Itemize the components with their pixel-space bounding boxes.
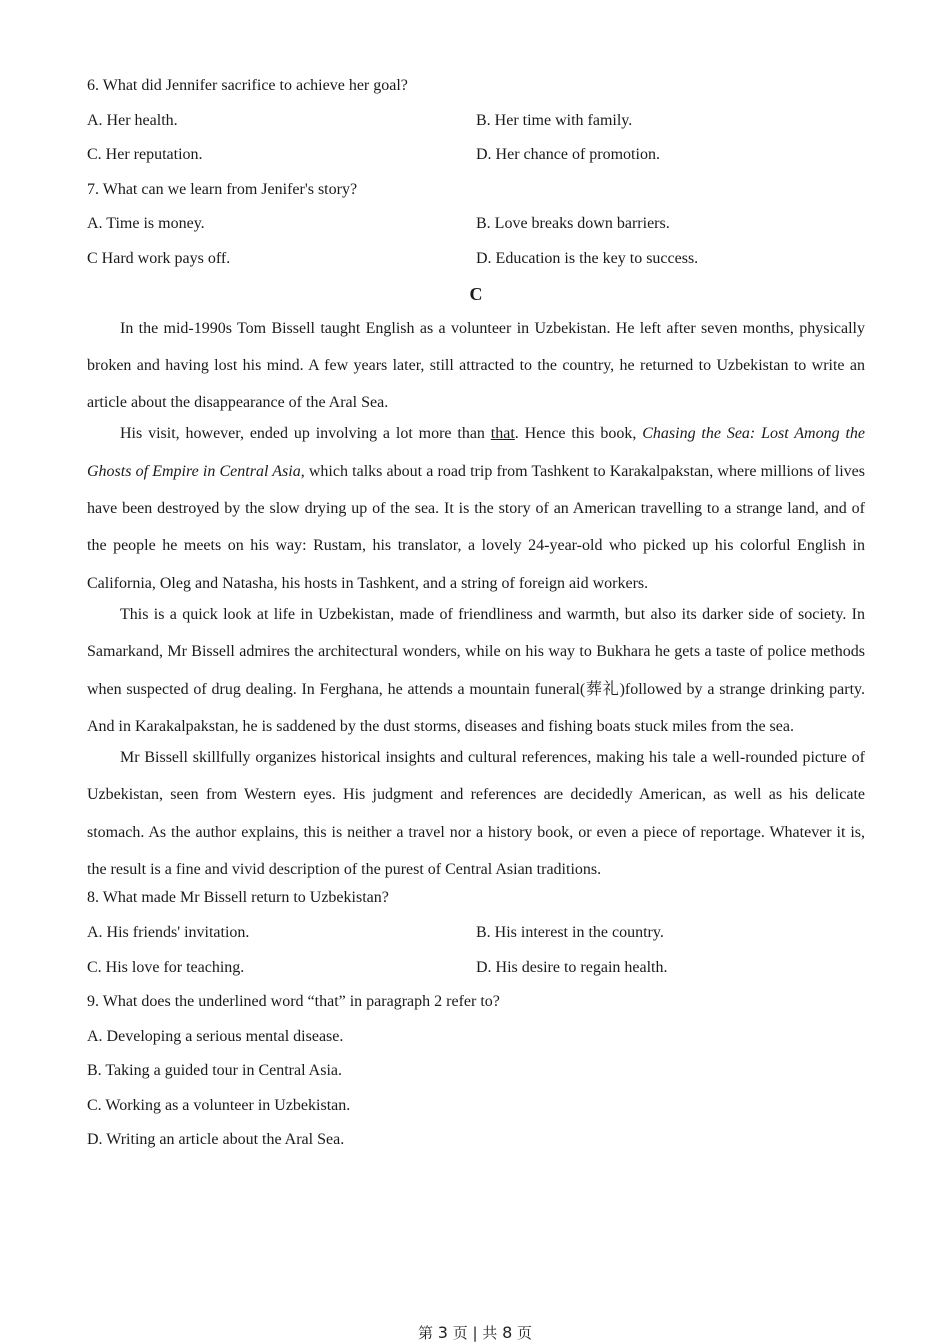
q9-stem: 9. What does the underlined word “that” in paragraph 2 refer to? — [87, 993, 500, 1011]
q9-option-c: C. Working as a volunteer in Uzbekistan. — [87, 1096, 351, 1114]
passage-paragraph-2 — [87, 415, 865, 601]
q7-option-a: A. Time is money. — [87, 215, 205, 233]
q6-options-row-1 — [87, 109, 865, 144]
q6-options-row-2 — [87, 143, 865, 178]
underlined-word: that — [490, 425, 515, 443]
footer-mid: 页 | 共 — [447, 1324, 503, 1342]
q7-options-row-1 — [87, 212, 865, 247]
total-page-number: 8 — [502, 1323, 513, 1342]
q9-option-a: A. Developing a serious mental disease. — [87, 1027, 344, 1045]
passage-paragraph-4: Mr Bissell skillfully organizes historical insights and cultural references, making his tale a well-rounded picture of Uzbekistan, seen from Western eyes. His judgment and references are decidedly American, as well as his delicate stomach. As the author explains, this is neither a travel nor a history book, or even a piece of reportage. Whatever it is, the result is a fine and vivid description of the purest of Central Asian traditions. — [87, 749, 865, 879]
q6-stem: 6. What did Jennifer sacrifice to achieve her goal? — [87, 77, 408, 94]
q6-option-d: D. Her chance of promotion. — [476, 146, 660, 164]
q7-option-c: C Hard work pays off. — [87, 249, 231, 267]
page-footer — [0, 1322, 950, 1343]
p2-start-text: His visit, however, ended up involving a lot more than — [120, 425, 491, 443]
current-page-number: 3 — [437, 1323, 448, 1342]
q6-option-a: A. Her health. — [87, 111, 178, 129]
q9-option-d: D. Writing an article about the Aral Sea. — [87, 1131, 345, 1149]
footer-suffix: 页 — [512, 1324, 533, 1342]
q6-option-b: B. Her time with family. — [476, 111, 633, 129]
passage — [87, 310, 865, 889]
passage-paragraph-3: This is a quick look at life in Uzbekistan, made of friendliness and warmth, but also its darker side of society. In Samarkand, Mr Bissell admires the architectural wonders, while on his way to Bukhara he gets a taste of police methods when suspected of drug dealing. In Ferghana, he attends a mountain funeral(葬礼)followed by a strange drinking party. And in Karakalpakstan, he is saddened by the dust storms, diseases and fishing boats stuck miles from the sea. — [87, 605, 865, 735]
q7-stem: 7. What can we learn from Jenifer's story? — [87, 180, 358, 198]
q8-option-d: D. His desire to regain health. — [476, 958, 668, 976]
q6-option-c: C. Her reputation. — [87, 146, 203, 164]
q7-option-d: D. Education is the key to success. — [476, 249, 699, 267]
q9-option-b: B. Taking a guided tour in Central Asia. — [87, 1062, 342, 1080]
passage-paragraph-1: In the mid-1990s Tom Bissell taught English as a volunteer in Uzbekistan. He left after seven months, physically broken and having lost his mind. A few years later, still attracted to the country, he returned to Uzbekistan to write an article about the disappearance of the Aral Sea. — [87, 319, 865, 412]
q8-options-row-1 — [87, 921, 865, 956]
section-title: C — [469, 283, 483, 304]
q7-options-row-2 — [87, 247, 865, 282]
q8-options-row-2 — [87, 956, 865, 991]
q8-option-c: C. His love for teaching. — [87, 958, 245, 976]
q8-stem: 8. What made Mr Bissell return to Uzbekistan? — [87, 889, 389, 907]
book-title: Chasing the Sea: Lost Among the Ghosts of Empire in Central Asia — [87, 425, 865, 480]
footer-prefix: 第 — [417, 1324, 438, 1342]
exam-page — [87, 74, 865, 1163]
p2-mid-text: . Hence this book, — [514, 425, 643, 443]
p2-end-text: , which talks about a road trip from Tashkent to Karakalpakstan, where millions of lives have been destroyed by the slow drying up of the sea. It is the story of an American travelling to a strange land, and of the people he meets on his way: Rustam, his translator, a lovely 24-year-old who picked up his colorful English in California, Oleg and Natasha, his hosts in Tashkent, and a string of foreign aid workers. — [87, 462, 865, 592]
q8-option-b: B. His interest in the country. — [476, 923, 664, 941]
q8-option-a: A. His friends' invitation. — [87, 923, 250, 941]
q7-option-b: B. Love breaks down barriers. — [476, 215, 670, 233]
